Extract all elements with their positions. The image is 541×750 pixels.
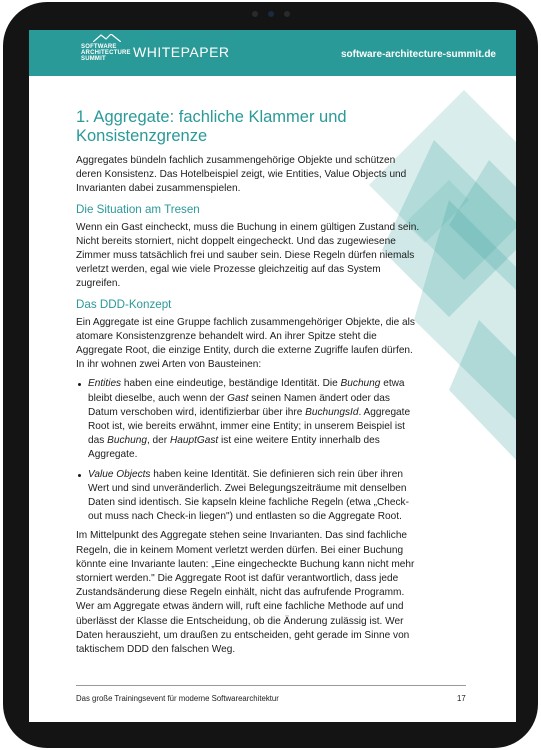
section-paragraph: Ein Aggregate ist eine Gruppe fachlich zusammengehöriger Objekte, die als atomare Konsistenzgrenze behandelt wird. An ihrer Spitze steht die Aggregate Root, die einzige Entity, durch die externe Zugriffe laufen dürfen. In ihr wohnen zwei Arten von Bausteinen: [76,316,415,371]
intro-paragraph: Aggregates bündeln fachlich zusammengehörige Objekte und schützen deren Konsistenz. Das Hotelbeispiel zeigt, wie Entities, Value Objects und Invarianten dabei zusammenspielen. [76,155,407,195]
page-header [29,30,516,76]
tablet-frame [3,2,538,748]
list-item: Entities haben eine eindeutige, beständige Identität. Die Buchung etwa bleibt dieselbe, auch wenn der Gast seinen Namen ändert oder das Datum verschoben wird, identifizierbar über ihre BuchungsId. Aggregate Root ist, wie bereits erwähnt, immer eine Entity; in unserem Beispiel ist das Buchung, der HauptGast ist eine weitere Entity innerhalb des Aggregate. [84,377,421,462]
mountain-icon [93,34,121,42]
footer-divider [76,685,466,686]
list-item: Value Objects haben keine Identität. Sie definieren sich rein über ihren Wert und sind unveränderlich. Zwei Belegungszeiträume mit denselben Daten sind identisch. Sie kapseln kleine fachliche Regeln (etwa „Check-out muss nach Check-in liegen") und entlasten so die Aggregate Root. [84,468,421,525]
camera-bar [252,11,290,17]
footer-text: Das große Trainingsevent für moderne Softwarearchitektur [76,694,279,703]
logo-line: SOFTWARE [81,44,117,50]
section-paragraph: Im Mittelpunkt des Aggregate stehen seine Invarianten. Das sind fachliche Regeln, die in keinem Moment verletzt werden dürfen. Bei einer Buchung könnte eine Invariante lauten: „Eine eingecheckte Buchung kann nicht mehr storniert werden." Die Aggregate Root ist dafür verantwortlich, dass jede Zustandsänderung diese Regeln einhält, nicht das aufrufende Programm. Wer am Aggregate etwas ändern will, ruft eine fachliche Methode auf und überlässt der Klasse die Entscheidung, ob die Änderung zulässig ist. Wer Daten herauszieht, um draußen zu entscheiden, geht gerade im Sinne von taktischem DDD den falschen Weg. [76,530,415,656]
sensor-dot [284,11,290,17]
page-number: 17 [457,694,466,703]
page-title: 1. Aggregate: fachliche Klammer und Konsistenzgrenze [76,108,347,145]
section-heading: Die Situation am Tresen [76,202,200,216]
section-paragraph: Wenn ein Gast eincheckt, muss die Buchung in einem gültigen Zustand sein. Nicht bereits storniert, nicht doppelt eingecheckt. Und das zugewiesene Zimmer muss tatsächlich frei und sauber sein. Diese Regeln dürfen niemals verletzt werden, egal wie viele Prozesse gleichzeitig auf das System zugreifen. [76,221,420,290]
section-heading: Das DDD-Konzept [76,297,172,311]
camera-icon [268,11,274,17]
bullet-list [76,377,421,524]
logo-line: SUMMIT [81,56,106,62]
sensor-dot [252,11,258,17]
logo-line: ARCHITECTURE [81,50,131,56]
site-url[interactable]: software-architecture-summit.de [340,49,496,60]
document-page [29,30,516,722]
article-body [76,108,421,662]
whitepaper-label: WHITEPAPER [133,44,230,60]
